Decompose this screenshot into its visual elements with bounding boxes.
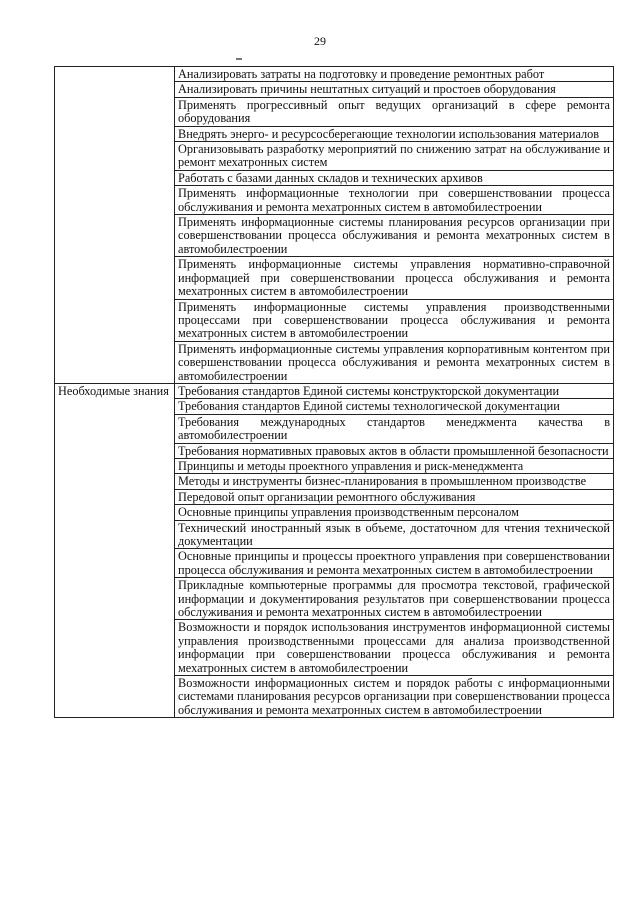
- requirement-item: Методы и инструменты бизнес-планирования в промышленном производстве: [175, 474, 614, 489]
- requirement-item: Анализировать затраты на подготовку и проведение ремонтных работ: [175, 67, 614, 82]
- competency-table: [54, 66, 614, 718]
- requirement-item: Прикладные компьютерные программы для просмотра текстовой, графической информации и документирования результатов при совершенствовании процесса обслуживания и ремонта мехатронных систем в автомобилестроении: [175, 578, 614, 620]
- requirement-item: Внедрять энерго- и ресурсосберегающие технологии использования материалов: [175, 126, 614, 141]
- scan-artifact: [236, 58, 242, 60]
- requirement-item: Принципы и методы проектного управления и риск-менеджмента: [175, 458, 614, 473]
- competency-table-body: [55, 67, 614, 718]
- table-row: [55, 383, 614, 398]
- requirement-item: Применять информационные системы управления корпоративным контентом при совершенствовании процесса обслуживания и ремонта мехатронных систем в автомобилестроении: [175, 341, 614, 383]
- requirement-item: Применять информационные технологии при совершенствовании процесса обслуживания и ремонта мехатронных систем в автомобилестроении: [175, 186, 614, 215]
- section-label-cell: [55, 67, 175, 384]
- section-label-cell: Необходимые знания: [55, 383, 175, 717]
- requirement-item: Передовой опыт организации ремонтного обслуживания: [175, 489, 614, 504]
- requirement-item: Организовывать разработку мероприятий по снижению затрат на обслуживание и ремонт мехатронных систем: [175, 142, 614, 171]
- requirement-item: Анализировать причины нештатных ситуаций и простоев оборудования: [175, 82, 614, 97]
- requirement-item: Возможности и порядок использования инструментов информационной системы управления производственными процессами для анализа производственной информации при совершенствовании процесса обслуживания и ремонта мехатронных систем в автомобилестроении: [175, 620, 614, 676]
- requirement-item: Требования стандартов Единой системы конструкторской документации: [175, 383, 614, 398]
- page-number: 29: [314, 34, 326, 48]
- requirement-item: Применять информационные системы управления нормативно-справочной информацией при совершенствовании процесса обслуживания и ремонта мехатронных систем в автомобилестроении: [175, 257, 614, 299]
- requirement-item: Работать с базами данных складов и технических архивов: [175, 170, 614, 185]
- requirement-item: Основные принципы и процессы проектного управления при совершенствовании процесса обслуживания и ремонта мехатронных систем в автомобилестроении: [175, 549, 614, 578]
- requirement-item: Технический иностранный язык в объеме, достаточном для чтения технической документации: [175, 520, 614, 549]
- requirement-item: Применять информационные системы управления производственными процессами при совершенствовании процесса обслуживания и ремонта мехатронных систем в автомобилестроении: [175, 299, 614, 341]
- table-row: [55, 67, 614, 82]
- requirement-item: Применять прогрессивный опыт ведущих организаций в сфере ремонта оборудования: [175, 97, 614, 126]
- requirement-item: Основные принципы управления производственным персоналом: [175, 505, 614, 520]
- requirement-item: Возможности информационных систем и порядок работы с информационными системами планирования ресурсов организации при совершенствовании процесса обслуживания и ремонта мехатронных систем в автомобилестроении: [175, 676, 614, 718]
- requirement-item: Требования нормативных правовых актов в области промышленной безопасности: [175, 443, 614, 458]
- requirement-item: Требования стандартов Единой системы технологической документации: [175, 399, 614, 414]
- requirement-item: Применять информационные системы планирования ресурсов организации при совершенствовании процесса обслуживания и ремонта мехатронных систем в автомобилестроении: [175, 215, 614, 257]
- requirement-item: Требования международных стандартов менеджмента качества в автомобилестроении: [175, 414, 614, 443]
